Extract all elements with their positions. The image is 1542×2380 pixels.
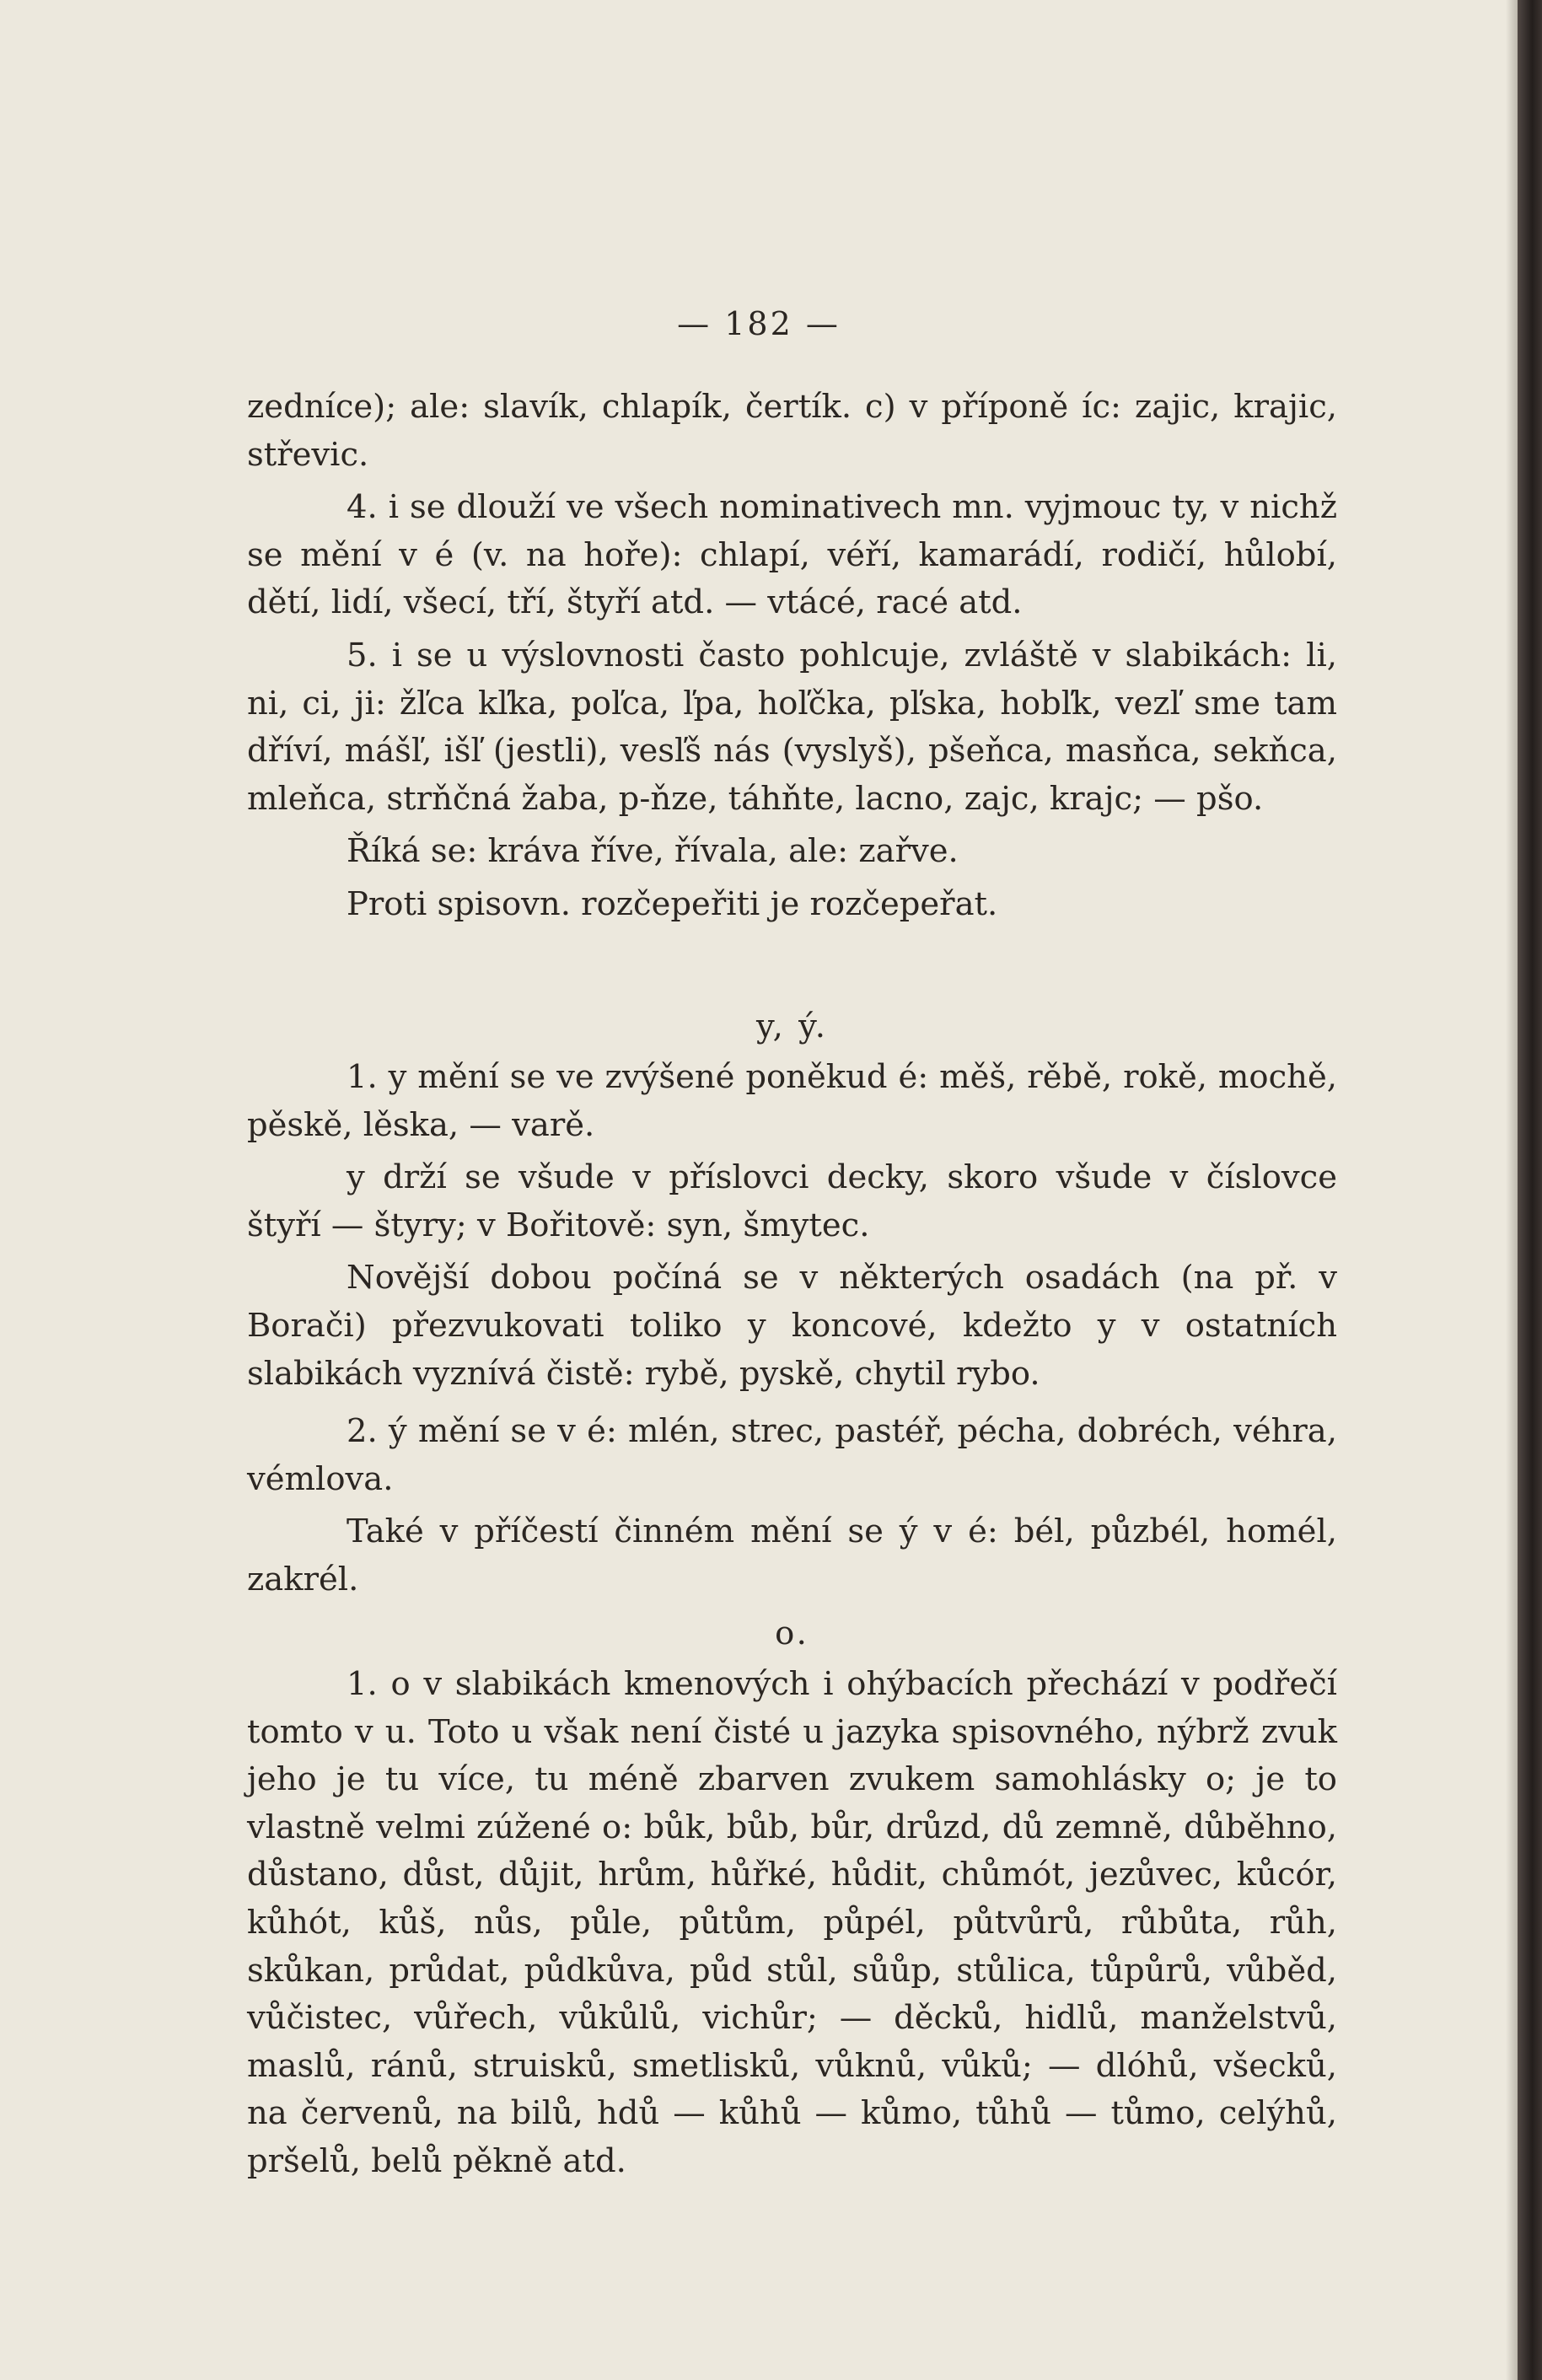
paragraph-novejsi: Novější dobou počíná se v některých osadách (na př. v Borači) přezvukovati toliko y koncové, kdežto y v ostatních slabikách vyznívá čistě: rybě, pyskě, chytil rybo. [247,1259,1337,1393]
section-y [247,1003,1337,1604]
paragraph-prícesti: Také v příčestí činném mění se ý v é: bél, půzbél, homél, zakrél. [247,1512,1337,1598]
paragraph-rika-se: Říká se: kráva říve, řívala, ale: zařve. [347,832,959,871]
paragraph-proti-spisovn: Proti spisovn. rozčepeřiti je rozčepeřat. [347,884,998,923]
paragraph-zednice: zedníce); ale: slavík, chlapík, čertík. c) v příponě íc: zajic, krajic, střevic. [247,388,1337,474]
section-i-continuation [247,384,1337,929]
heading-y: y, ý. [756,1007,828,1045]
book-spine [1518,0,1542,2380]
paragraph-y-meni: 1. y mění se ve zvýšené poněkud é: měš, rěbě, rokě, mochě, pěskě, lěska, — varě. [247,1058,1337,1144]
paragraph-i-dlouzi: 4. i se dlouží ve všech nominativech mn. vyjmouc ty, v nichž se mění v é (v. na hoře): chlapí, véří, kamarádí, rodičí, hůlobí, dětí, lidí, všecí, tří, štyří atd. — vtácé, racé atd. [247,488,1337,622]
paragraph-i-pohlcuje: 5. i se u výslovnosti často pohlcuje, zvláště v slabikách: li, ni, ci, ji: žľca kľka, poľca, ľpa, hoľčka, pľska, hobľk, vezľ sme tam dříví, mášľ, išľ (jestli), vesľš nás (vyslyš), pšeňca, masňca, sekňca, mleňca, strňčná žaba, p-ňze, táhňte, lacno, zajc, krajc; — pšo. [247,636,1337,818]
paragraph-y-drzi: y drží se všude v příslovci decky, skoro všude v číslovce štyří — štyry; v Bořitově: syn, šmytec. [247,1158,1337,1244]
heading-o: o. [775,1614,809,1652]
paragraph-o-kmenove: 1. o v slabikách kmenových i ohýbacích přechází v podřečí tomto v u. Toto u však není čisté u jazyka spisovného, nýbrž zvuk jeho je tu více, tu méně zbarven zvukem samohlásky o; je to vlastně velmi zúžené o: bůk, bůb, bůr, drůzd, dů zemně, důběhno, důstano, důst, důjit, hrům, hůřké, hůdit, chůmót, jezůvec, kůcór, kůhót, kůš, nůs, půle, půtům, půpél, půtvůrů, růbůta, růh, skůkan, průdat, půdkůva, půd stůl, sůůp, stůlica, tůpůrů, vůběd, vůčistec, vůřech, vůkůlů, vichůr; — děcků, hidlů, manželstvů, maslů, ránů, struisků, smetlisků, vůknů, vůků; — dlóhů, všecků, na červenů, na bilů, hdů — kůhů — kůmo, tůhů — tůmo, celýhů, pršelů, belů pěkně atd. [247,1665,1337,2180]
page-edge-shadow [1506,0,1518,2380]
section-o [247,1610,1337,2186]
paragraph-y-dlouhe: 2. ý mění se v é: mlén, strec, pastéř, pécha, dobréch, véhra, vémlova. [247,1412,1337,1498]
page-number: — 182 — [677,305,841,342]
